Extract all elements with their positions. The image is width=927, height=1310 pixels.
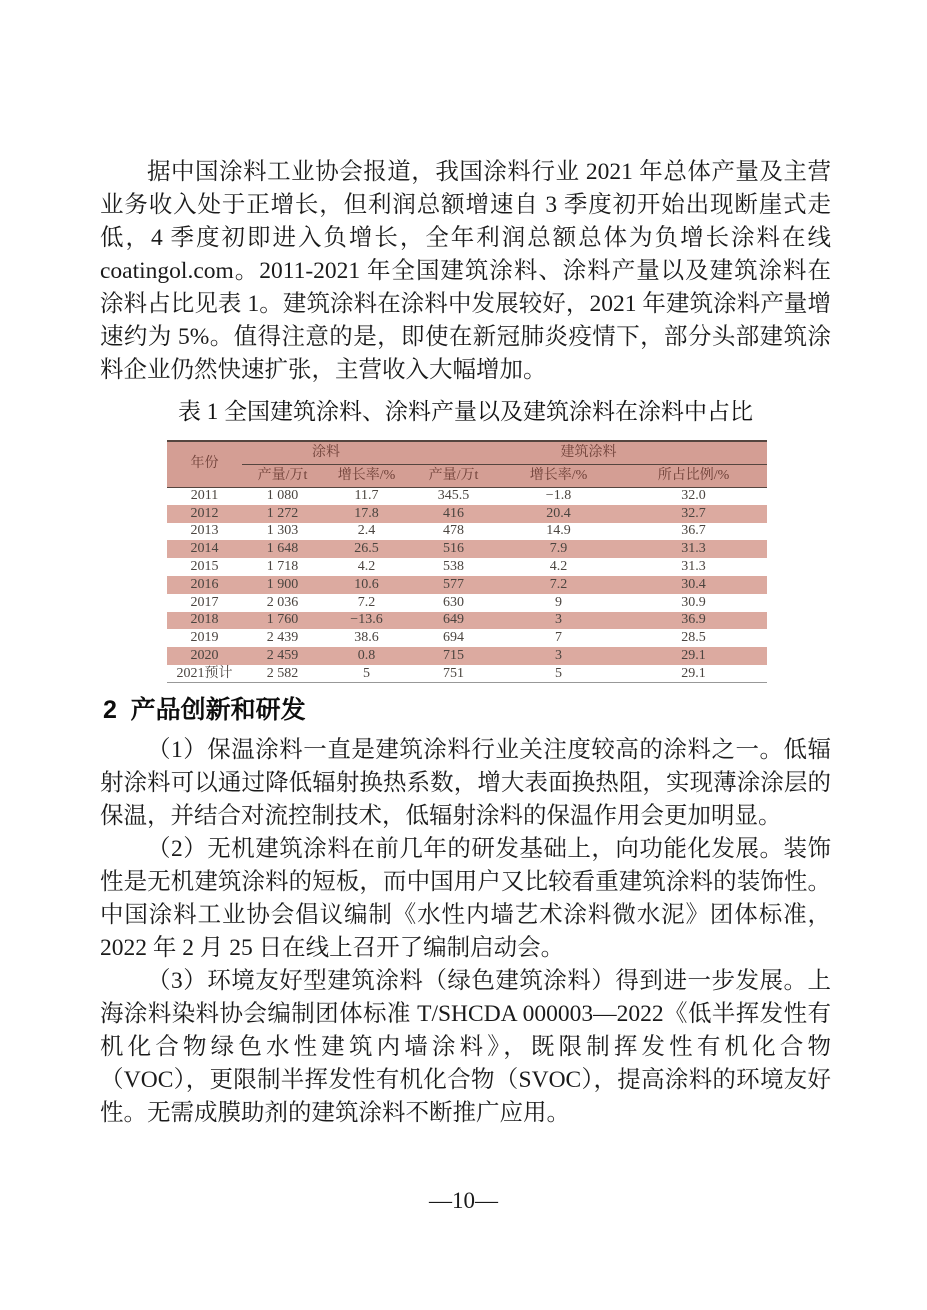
table-cell: 10.6 [354,576,379,592]
table-cell: 17.8 [354,505,379,521]
paragraph-3: （3）环境友好型建筑涂料（绿色建筑涂料）得到进一步发展。上海涂料染料协会编制团体标准 T/SHCDA 000003—2022《低半挥发性有机化合物绿色水性建筑内墙涂料》，既限制挥发性有机化合物（VOC），更限制半挥发性有机化合物（SVOC），提高涂料的环境友好性。无需成膜助剂的建筑涂料不断推广应用。 [100,968,831,1126]
table-cell: 2015 [190,559,219,575]
table-cell: 1 760 [266,612,299,628]
paragraph-1: （1）保温涂料一直是建筑涂料行业关注度较高的涂料之一。低辐射涂料可以通过降低辐射换热系数，增大表面换热阻，实现薄涂涂层的保温，并结合对流控制技术，低辐射涂料的保温作用会更加明显。 [100,737,831,829]
table-cell: 1 648 [266,541,299,557]
table-cell: 2011 [190,488,219,504]
table-cell: 2021预计 [176,665,233,681]
table-cell: 1 303 [266,523,299,539]
table-caption: 表 1 全国建筑涂料、涂料产量以及建筑涂料在涂料中占比 [178,399,753,424]
table-cell: 630 [443,594,464,610]
table-row [167,487,767,505]
col-header-share: 所占比例/% [620,464,767,487]
table-cell: 36.9 [681,612,706,628]
table-cell: 1 900 [266,576,299,592]
table-header [167,441,767,487]
table-cell: 31.3 [681,559,706,575]
table-row [167,629,767,647]
table-cell: 7.2 [357,594,376,610]
table-cell: 2 459 [266,648,299,664]
table-cell: −1.8 [545,488,572,504]
table-cell: 516 [443,541,464,557]
table-body [167,487,767,683]
table-cell: 2019 [190,630,219,646]
table-cell: −13.6 [350,612,383,628]
table-cell: 11.7 [354,488,379,504]
table-header-group-row [167,441,767,464]
section-number: 2 [103,696,117,724]
table-cell: 32.7 [681,505,706,521]
table-cell: 2018 [190,612,219,628]
table-cell: 478 [443,523,464,539]
col-header-output-coatings: 产量/万t [242,464,323,487]
table-cell: 2012 [190,505,219,521]
table-cell: 30.4 [681,576,706,592]
table-cell: 29.1 [681,665,706,681]
table-cell: 3 [555,612,562,628]
table-cell: 4.2 [357,559,376,575]
table-cell: 7 [555,630,562,646]
col-header-growth-coatings: 增长率/% [323,464,410,487]
table-cell: 5 [363,665,370,681]
table-cell: 1 080 [266,488,299,504]
table-cell: 3 [555,648,562,664]
table-row [167,505,767,523]
body-paragraphs [100,734,831,1130]
table-cell: 29.1 [681,648,706,664]
table-cell: 345.5 [437,488,470,504]
col-group-coatings: 涂料 [242,441,410,464]
table-header-sub-row [167,464,767,487]
table-cell: 2016 [190,576,219,592]
col-header-output-arch: 产量/万t [410,464,497,487]
table-row [167,576,767,594]
table-row [167,558,767,576]
table-cell: 4.2 [549,559,568,575]
table-cell: 416 [443,505,464,521]
table-cell: 31.3 [681,541,706,557]
table-cell: 2014 [190,541,219,557]
table-cell: 20.4 [546,505,571,521]
table-cell: 32.0 [681,488,706,504]
table-cell: 30.9 [681,594,706,610]
production-table-container [167,440,767,683]
table-cell: 2 439 [266,630,299,646]
intro-paragraph: 据中国涂料工业协会报道，我国涂料行业 2021 年总体产量及主营业务收入处于正增长，但利润总额增速自 3 季度初开始出现断崖式走低，4 季度初即进入负增长，全年利润总额总体为负增长涂料在线coatingol.com。2011-2021 年全国建筑涂料、涂料产量以及建筑涂料在涂料占比见表 1。建筑涂料在涂料中发展较好，2021 年建筑涂料产量增速约为 5%。值得注意的是，即使在新冠肺炎疫情下，部分头部建筑涂料企业仍然快速扩张，主营收入大幅增加。 [100,159,831,383]
table-cell: 694 [443,630,464,646]
page-number: —10— [429,1188,498,1213]
col-header-year: 年份 [167,441,242,487]
table-row [167,665,767,683]
table-cell: 36.7 [681,523,706,539]
table-cell: 1 718 [266,559,299,575]
table-cell: 7.9 [549,541,568,557]
section-title: 产品创新和研发 [130,696,306,724]
table-row [167,523,767,541]
table-row [167,612,767,630]
table-cell: 2 582 [266,665,299,681]
section-heading [103,694,831,726]
table-cell: 2.4 [357,523,376,539]
production-table [167,440,767,683]
table-cell: 26.5 [354,541,379,557]
table-row [167,647,767,665]
table-cell: 14.9 [546,523,571,539]
table-cell: 2013 [190,523,219,539]
table-cell: 7.2 [549,576,568,592]
col-group-architectural-coatings: 建筑涂料 [410,441,767,464]
table-cell: 5 [555,665,562,681]
table-row [167,594,767,612]
table-cell: 2017 [190,594,219,610]
col-header-growth-arch: 增长率/% [497,464,620,487]
table-cell: 9 [555,594,562,610]
table-cell: 2 036 [266,594,299,610]
table-cell: 577 [443,576,464,592]
table-row [167,540,767,558]
table-cell: 538 [443,559,464,575]
table-cell: 28.5 [681,630,706,646]
table-cell: 715 [443,648,464,664]
table-cell: 1 272 [266,505,299,521]
table-cell: 649 [443,612,464,628]
table-cell: 0.8 [357,648,376,664]
paragraph-2: （2）无机建筑涂料在前几年的研发基础上，向功能化发展。装饰性是无机建筑涂料的短板，而中国用户又比较看重建筑涂料的装饰性。中国涂料工业协会倡议编制《水性内墙艺术涂料微水泥》团体标准，2022 年 2 月 25 日在线上召开了编制启动会。 [100,836,831,961]
table-cell: 38.6 [354,630,379,646]
table-cell: 2020 [190,648,219,664]
table-cell: 751 [443,665,464,681]
